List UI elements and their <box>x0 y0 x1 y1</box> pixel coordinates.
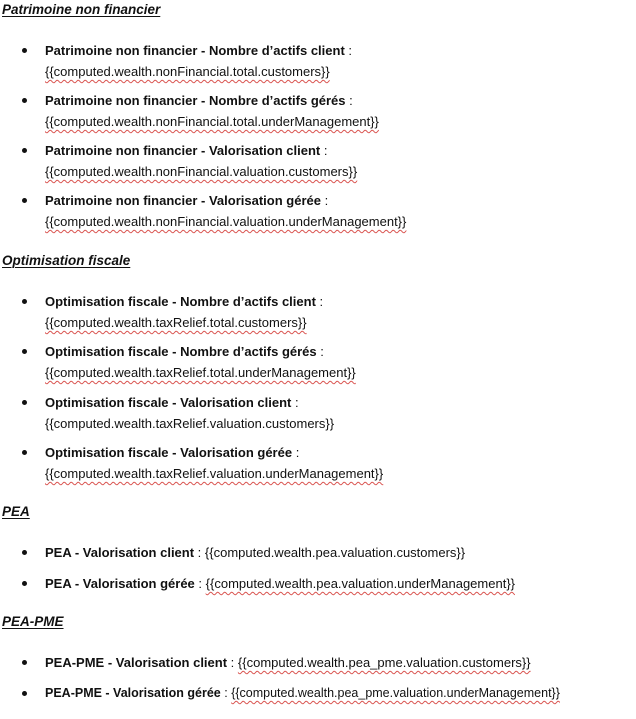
bullet-icon <box>22 198 27 203</box>
item-separator: : <box>320 143 328 158</box>
item-placeholder-code: {{computed.wealth.taxRelief.valuation.underManagement}} <box>45 466 384 481</box>
list-item <box>0 190 406 240</box>
item-label: Optimisation fiscale - Valorisation gérée <box>45 445 293 460</box>
list-item <box>0 683 560 714</box>
bullet-icon <box>22 450 27 455</box>
section-patrimoine-non-financier <box>0 1 160 19</box>
item-placeholder-code: {{computed.wealth.pea.valuation.customers}} <box>204 545 466 560</box>
item-placeholder-code: {{computed.wealth.nonFinancial.valuation.customers}} <box>45 164 358 179</box>
item-separator: : <box>194 576 203 591</box>
list-optimisation-fiscale <box>0 291 383 492</box>
bullet-icon <box>22 349 27 354</box>
item-placeholder-code: {{computed.wealth.taxRelief.valuation.customers}} <box>45 416 335 431</box>
list-pea-pme <box>0 652 560 714</box>
section-title: Patrimoine non financier <box>2 2 161 17</box>
bullet-icon <box>22 48 27 53</box>
list-item <box>0 542 515 573</box>
item-separator: : <box>291 395 299 410</box>
item-placeholder-code: {{computed.wealth.nonFinancial.total.customers}} <box>45 64 330 79</box>
list-item <box>0 573 515 604</box>
list-item <box>0 140 406 190</box>
section-title: PEA-PME <box>2 614 64 629</box>
bullet-icon <box>22 550 27 555</box>
bullet-icon <box>22 581 27 586</box>
bullet-icon <box>22 98 27 103</box>
item-label: Optimisation fiscale - Valorisation client <box>45 395 292 410</box>
list-item <box>0 442 383 492</box>
list-item <box>0 341 383 392</box>
item-label: Patrimoine non financier - Valorisation gérée <box>45 193 321 208</box>
bullet-icon <box>22 148 27 153</box>
section-optimisation-fiscale <box>0 252 130 270</box>
item-separator: : <box>344 43 353 58</box>
item-separator: : <box>194 545 202 560</box>
item-label: Patrimoine non financier - Nombre d’actifs client <box>45 43 345 58</box>
item-separator: : <box>345 93 353 108</box>
item-placeholder-code: {{computed.wealth.pea.valuation.underManagement}} <box>205 576 515 591</box>
bullet-icon <box>22 691 27 696</box>
item-separator: : <box>220 686 228 700</box>
item-label: PEA - Valorisation gérée <box>45 576 195 591</box>
item-label: Optimisation fiscale - Nombre d’actifs client <box>45 294 316 309</box>
list-patrimoine-non-financier <box>0 40 406 240</box>
bullet-icon <box>22 400 27 405</box>
section-pea-pme <box>0 613 64 631</box>
list-item <box>0 291 383 341</box>
bullet-icon <box>22 660 27 665</box>
list-item <box>0 90 406 140</box>
item-separator: : <box>315 294 324 309</box>
item-separator: : <box>227 655 235 670</box>
section-title: Optimisation fiscale <box>2 253 131 268</box>
item-label: PEA - Valorisation client <box>45 545 195 560</box>
list-pea <box>0 542 515 604</box>
item-label: Optimisation fiscale - Nombre d’actifs gérés <box>45 344 317 359</box>
item-placeholder-code: {{computed.wealth.pea_pme.valuation.customers}} <box>237 655 531 670</box>
item-label: PEA-PME - Valorisation gérée <box>45 686 221 700</box>
item-separator: : <box>320 193 329 208</box>
item-label: Patrimoine non financier - Nombre d’actifs gérés <box>45 93 346 108</box>
section-pea <box>0 503 30 521</box>
item-placeholder-code: {{computed.wealth.nonFinancial.total.underManagement}} <box>45 114 379 129</box>
item-placeholder-code: {{computed.wealth.nonFinancial.valuation.underManagement}} <box>45 214 407 229</box>
list-item <box>0 652 560 683</box>
list-item <box>0 392 383 442</box>
item-placeholder-code: {{computed.wealth.pea_pme.valuation.underManagement}} <box>231 686 560 700</box>
item-label: Patrimoine non financier - Valorisation client <box>45 143 321 158</box>
item-separator: : <box>316 344 324 359</box>
item-placeholder-code: {{computed.wealth.taxRelief.total.underManagement}} <box>45 365 356 380</box>
list-item <box>0 40 406 90</box>
item-placeholder-code: {{computed.wealth.taxRelief.total.customers}} <box>45 315 307 330</box>
item-separator: : <box>292 445 300 460</box>
section-title: PEA <box>2 504 30 519</box>
bullet-icon <box>22 299 27 304</box>
item-label: PEA-PME - Valorisation client <box>45 655 228 670</box>
